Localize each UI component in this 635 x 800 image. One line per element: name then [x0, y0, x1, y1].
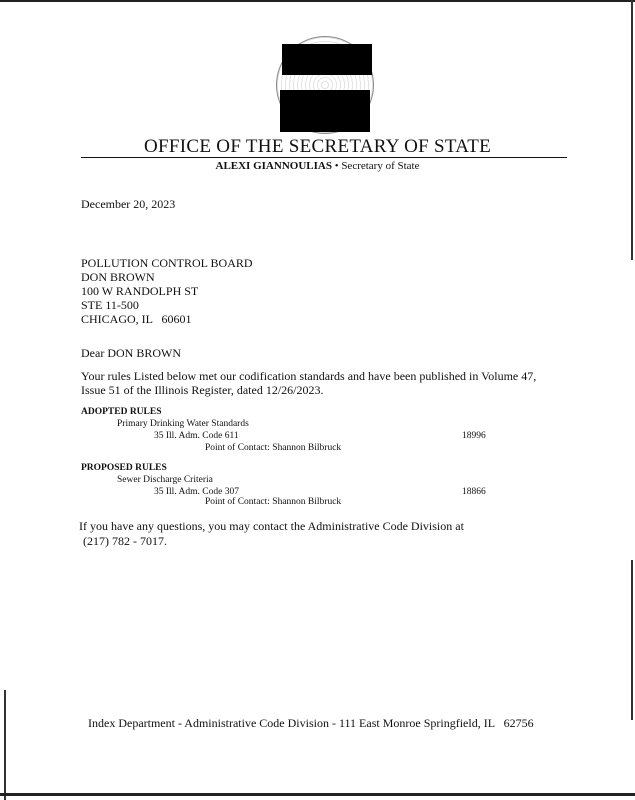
intro-line-2: Issue 51 of the Illinois Register, dated 12/26/2023.: [81, 383, 324, 397]
redaction-block-bottom: [280, 90, 370, 132]
secretary-name: ALEXI GIANNOULIAS: [215, 160, 332, 172]
closing-line-1: If you have any questions, you may contact the Administrative Code Division at: [79, 519, 464, 533]
proposed-rule-title: Sewer Discharge Criteria: [117, 475, 213, 485]
recipient-line-1: POLLUTION CONTROL BOARD: [81, 256, 253, 270]
footer-address: Index Department - Administrative Code Division - 111 East Monroe Springfield, IL 62756: [88, 716, 534, 730]
scan-edge-top: [0, 0, 635, 2]
adopted-rules-heading: ADOPTED RULES: [81, 407, 162, 417]
scan-edge-right-lower: [631, 560, 633, 720]
proposed-rule-code: 35 Ill. Adm. Code 307: [154, 487, 239, 497]
letter-date: December 20, 2023: [81, 197, 176, 211]
adopted-rule-title: Primary Drinking Water Standards: [117, 419, 249, 429]
adopted-rule-page: 18996: [462, 431, 486, 441]
proposed-rule-page: 18866: [462, 487, 486, 497]
scan-edge-bottom: [0, 793, 635, 796]
recipient-line-3: 100 W RANDOLPH ST: [81, 284, 199, 298]
redaction-block-top: [282, 44, 372, 75]
proposed-rule-contact: Point of Contact: Shannon Bilbruck: [205, 497, 342, 507]
intro-line-1: Your rules Listed below met our codification standards and have been published in Volume 47,: [81, 369, 537, 383]
recipient-line-2: DON BROWN: [81, 270, 155, 284]
recipient-line-4: STE 11-500: [81, 298, 139, 312]
adopted-rule-contact: Point of Contact: Shannon Bilbruck: [205, 443, 342, 453]
scan-edge-right: [631, 0, 633, 260]
proposed-rules-heading: PROPOSED RULES: [81, 463, 167, 473]
adopted-rule-code: 35 Ill. Adm. Code 611: [154, 431, 239, 441]
letterhead-rule: [81, 157, 567, 158]
closing-line-2: (217) 782 - 7017.: [83, 534, 167, 548]
bullet-separator: •: [334, 160, 339, 172]
salutation: Dear DON BROWN: [81, 346, 181, 360]
secretary-role: Secretary of State: [341, 160, 420, 172]
scan-edge-left: [4, 690, 6, 800]
office-title: OFFICE OF THE SECRETARY OF STATE: [143, 136, 492, 157]
recipient-line-5: CHICAGO, IL 60601: [81, 312, 192, 326]
secretary-line: [0, 160, 635, 172]
